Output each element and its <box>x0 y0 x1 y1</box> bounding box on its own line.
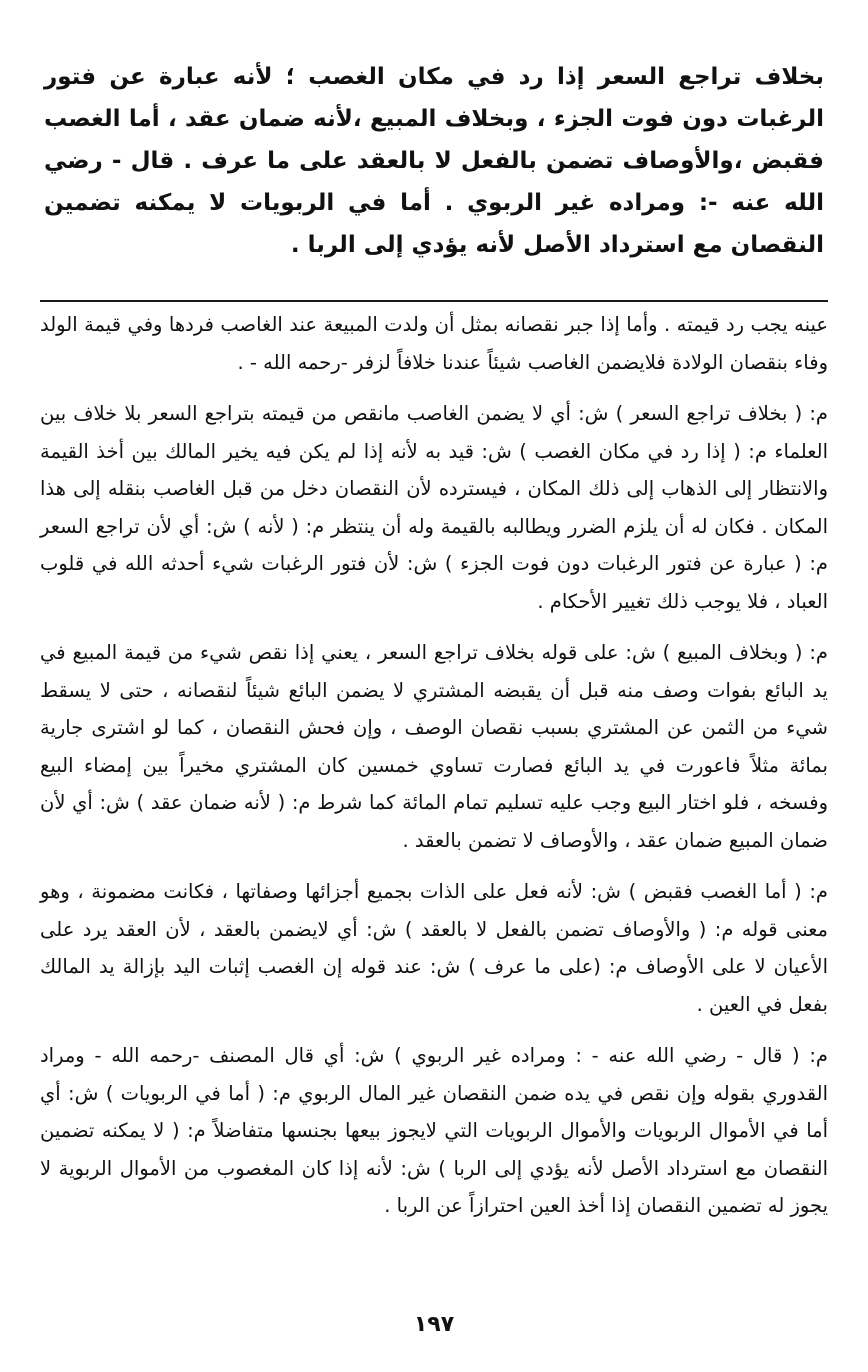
commentary-paragraph: م: ( أما الغصب فقبض ) ش: لأنه فعل على الذات بجميع أجزائها وصفاتها ، فكانت مضمونة ، وهو معنى قوله م: ( والأوصاف تضمن بالفعل لا بالعقد ) ش: أي لايضمن بالعقد ، لأن العقد يرد على الأعيان لا على الأوصاف م: (على ما عرف ) ش: عند قوله إن الغصب إثبات اليد بإزالة يد المالك بفعل في العين . <box>40 880 828 1016</box>
commentary-paragraph: م: ( قال - رضي الله عنه - : ومراده غير الربوي ) ش: أي قال المصنف -رحمه الله - ومراد القدوري بقوله وإن نقص في يده ضمن النقصان غير المال الربوي م: ( أما في الربويات ) ش: أي أما في الأموال الربويات والأموال الربويات التي لايجوز بيعها بجنسها متفاضلاً م: ( لا يمكنه تضمين النقصان مع استرداد الأصل لأنه يؤدي إلى الربا ) ش: لأنه إذا كان المغصوب من الأموال الربوية لا يجوز له تضمين النقصان إذا أخذ العين احترازاً عن الربا . <box>40 1044 828 1217</box>
commentary-paragraph-continuation: عينه يجب رد قيمته . وأما إذا جبر نقصانه بمثل أن ولدت المبيعة عند الغاصب فردها وفي قيمة الولد وفاء بنقصان الولادة فلايضمن الغاصب شيئاً عندنا خلافاً لزفر -رحمه الله - . <box>40 313 828 374</box>
separator-rule <box>40 300 828 302</box>
commentary-paragraph: م: ( وبخلاف المبيع ) ش: على قوله بخلاف تراجع السعر ، يعني إذا نقص شيء من قيمة المبيع في يد البائع بفوات وصف منه قبل أن يقبضه المشتري لا يضمن البائع شيئاً لنقصانه ، حتى لا يسقط شيء من الثمن عن المشتري بسبب نقصان الوصف ، وإن فحش النقصان ، كما لو اشترى جارية بمائة مثلاً فاعورت في يد البائع فصارت تساوي خمسين كان المشتري مخيراً بين إمضاء البيع وفسخه ، فلو اختار البيع وجب عليه تسليم تمام المائة كما شرط م: ( لأنه ضمان عقد ) ش: أي لأن ضمان المبيع ضمان عقد ، والأوصاف لا تضمن بالعقد . <box>40 641 828 852</box>
commentary-section <box>40 306 828 1225</box>
page-number: ١٩٧ <box>413 1312 455 1337</box>
commentary-paragraph: م: ( بخلاف تراجع السعر ) ش: أي لا يضمن الغاصب مانقص من قيمته بتراجع السعر بلا خلاف بين العلماء م: ( إذا رد في مكان الغصب ) ش: قيد به لأنه إذا لم يكن فيه يخير المالك بين أخذ القيمة والانتظار إلى الذهاب إلى ذلك المكان ، فيسترده لأن النقصان دخل من قبل الغاصب بنقله إلى هذا المكان . فكان له أن يلزم الضرر ويطالبه بالقيمة وله أن ينتظر م: ( لأنه ) ش: أي لأن تراجع السعر م: ( عبارة عن فتور الرغبات دون فوت الجزء ) ش: لأن فتور الرغبات شيء أحدثه الله في قلوب العباد ، فلا يوجب ذلك تغيير الأحكام . <box>40 402 828 613</box>
main-text: بخلاف تراجع السعر إذا رد في مكان الغصب ؛ لأنه عبارة عن فتور الرغبات دون فوت الجزء ، وبخلاف المبيع ،لأنه ضمان عقد ، أما الغصب فقبض ،والأوصاف تضمن بالفعل لا بالعقد على ما عرف . قال - رضي الله عنه -: ومراده غير الربوي . أما في الربويات لا يمكنه تضمين النقصان مع استرداد الأصل لأنه يؤدي إلى الربا . <box>44 64 824 258</box>
